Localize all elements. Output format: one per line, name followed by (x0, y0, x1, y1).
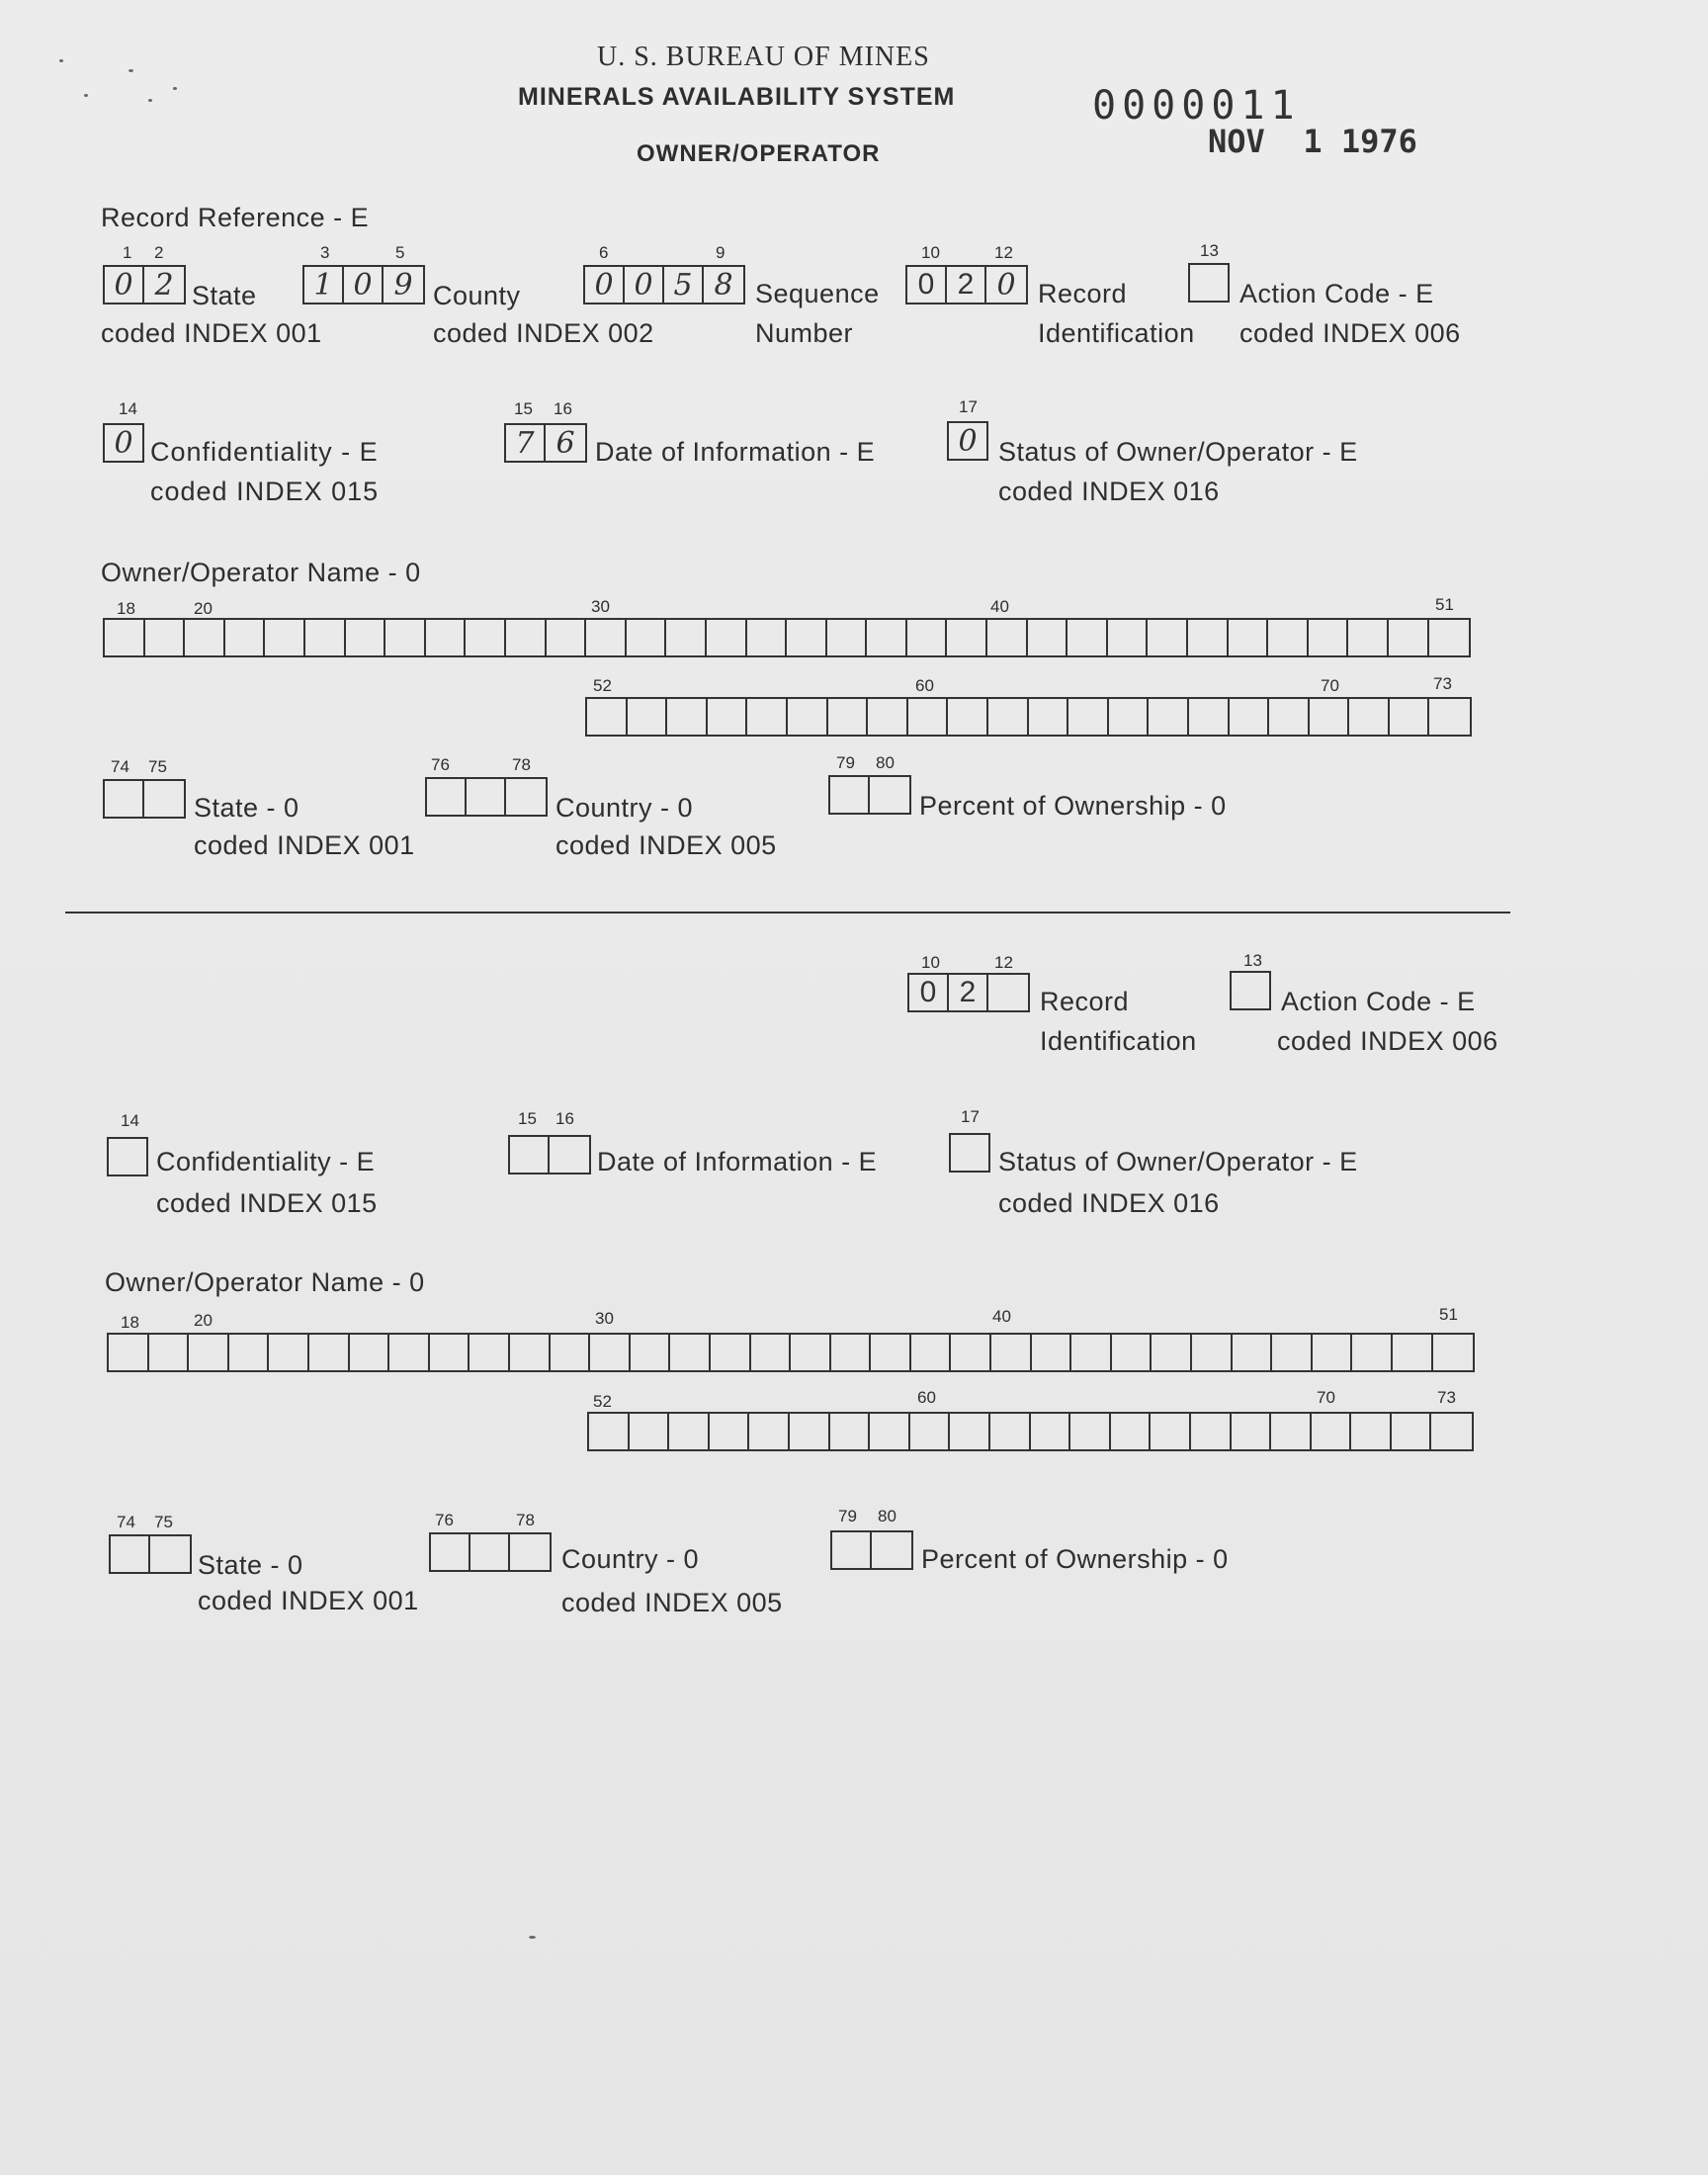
record-reference-label: Record Reference - E (101, 203, 370, 232)
state-0-label: State - 0 (194, 793, 299, 823)
name-char-cell[interactable] (788, 699, 828, 735)
col-number: 74 (117, 1513, 135, 1531)
col-number: 30 (591, 597, 610, 616)
country-0-cell[interactable] (467, 779, 506, 815)
percent-ownership-cell[interactable] (870, 777, 909, 813)
name-char-cell[interactable] (1031, 1414, 1071, 1449)
col-number: 52 (593, 676, 612, 695)
percent-ownership-0-label: Percent of Ownership - 0 (919, 791, 1227, 821)
name-char-cell[interactable] (426, 620, 467, 655)
sequence-cell[interactable]: 8 (714, 267, 733, 303)
action-code-cell[interactable] (1190, 265, 1228, 301)
date-of-information-boxes (504, 423, 587, 463)
county-code-cell[interactable]: 9 (393, 267, 413, 303)
record-id-cell[interactable]: 2 (949, 975, 988, 1010)
name-char-cell[interactable] (189, 1335, 229, 1370)
record-sub-label: Identification (1038, 318, 1195, 348)
state-code-cell[interactable]: 0 (105, 267, 144, 303)
col-number: 15 (514, 399, 533, 418)
name-char-cell[interactable] (309, 1335, 350, 1370)
col-number: 73 (1433, 674, 1452, 693)
record-label: Record (1038, 279, 1128, 308)
action-code-box (1188, 263, 1230, 303)
speck (173, 87, 177, 90)
col-number: 10 (921, 953, 940, 972)
col-number: 79 (838, 1507, 857, 1525)
col-number: 13 (1243, 951, 1262, 970)
name-char-cell[interactable] (628, 699, 668, 735)
owner-name-row1-boxes-2 (107, 1333, 1475, 1372)
date-cell[interactable]: 7 (506, 425, 546, 461)
col-number: 12 (994, 243, 1013, 262)
name-char-cell[interactable] (385, 620, 426, 655)
owner-name-row1-boxes (103, 618, 1471, 657)
date-cell[interactable]: 6 (555, 425, 575, 461)
name-char-cell[interactable] (711, 1335, 751, 1370)
col-number: 6 (599, 243, 609, 262)
name-char-cell[interactable] (790, 1414, 830, 1449)
state-label: State (192, 281, 257, 310)
name-char-cell[interactable] (185, 620, 225, 655)
col-number: 76 (435, 1511, 454, 1529)
owner-name-row2-boxes-2 (587, 1412, 1474, 1451)
country-0-label-2: Country - 0 (561, 1544, 700, 1574)
name-char-cell[interactable] (589, 1414, 630, 1449)
col-number: 2 (154, 243, 164, 262)
confidentiality-box-2 (107, 1137, 148, 1176)
name-char-cell[interactable] (1112, 1335, 1153, 1370)
status-index-label-2: coded INDEX 016 (998, 1188, 1220, 1218)
sequence-cell[interactable]: 0 (625, 267, 664, 303)
name-char-cell[interactable] (747, 620, 788, 655)
status-label: Status of Owner/Operator - E (998, 437, 1358, 467)
col-number: 18 (121, 1313, 139, 1332)
country-0-cell[interactable] (510, 1534, 550, 1570)
name-char-cell[interactable] (1393, 1335, 1433, 1370)
name-char-cell[interactable] (1389, 620, 1429, 655)
col-number: 51 (1439, 1305, 1458, 1324)
name-char-cell[interactable] (710, 1414, 750, 1449)
record-id-cell[interactable] (988, 975, 1028, 1010)
speck (84, 94, 88, 97)
col-number: 70 (1321, 676, 1339, 695)
country-0-label: Country - 0 (555, 793, 694, 823)
col-number: 40 (992, 1307, 1011, 1326)
confidentiality-cell[interactable]: 0 (114, 425, 133, 461)
col-number: 79 (836, 753, 855, 772)
confidentiality-index-label-2: coded INDEX 015 (156, 1188, 378, 1218)
col-number: 17 (959, 397, 978, 416)
state-0-boxes (103, 779, 186, 819)
name-char-cell[interactable] (1390, 699, 1430, 735)
state-0-cell[interactable] (150, 1536, 190, 1572)
county-label: County (433, 281, 521, 310)
record-id-cell[interactable]: 0 (907, 267, 947, 303)
name-char-cell[interactable] (470, 1335, 510, 1370)
col-number: 74 (111, 757, 129, 776)
name-char-cell[interactable] (590, 1335, 631, 1370)
state-0-cell[interactable] (111, 1536, 150, 1572)
name-char-cell[interactable] (547, 620, 587, 655)
name-char-cell[interactable] (787, 620, 827, 655)
name-char-cell[interactable] (830, 1414, 871, 1449)
confidentiality-box (103, 423, 144, 463)
name-char-cell[interactable] (389, 1335, 430, 1370)
name-char-cell[interactable] (109, 1335, 149, 1370)
country-0-index-label-2: coded INDEX 005 (561, 1588, 783, 1617)
name-char-cell[interactable] (265, 620, 305, 655)
record-id-boxes-2 (907, 973, 1030, 1012)
col-number: 14 (119, 399, 137, 418)
date-of-information-label-2: Date of Information - E (597, 1147, 878, 1176)
name-char-cell[interactable] (1351, 1414, 1392, 1449)
col-number: 12 (994, 953, 1013, 972)
record-id-cell[interactable]: 0 (996, 267, 1016, 303)
name-char-cell[interactable] (631, 1335, 671, 1370)
name-char-cell[interactable] (1269, 699, 1310, 735)
country-0-index-label: coded INDEX 005 (555, 830, 777, 860)
date-of-information-boxes-2 (508, 1135, 591, 1174)
name-char-cell[interactable] (630, 1414, 670, 1449)
name-char-cell[interactable] (586, 620, 627, 655)
country-0-boxes (425, 777, 548, 817)
col-number: 78 (516, 1511, 535, 1529)
name-char-cell[interactable] (506, 620, 547, 655)
speck (128, 69, 133, 72)
name-char-cell[interactable] (867, 620, 907, 655)
name-char-cell[interactable] (1268, 620, 1309, 655)
action-code-box-2 (1230, 971, 1271, 1010)
name-char-cell[interactable] (1229, 620, 1269, 655)
name-char-cell[interactable] (1029, 699, 1069, 735)
confidentiality-label: Confidentiality - E (150, 437, 379, 467)
name-char-cell[interactable] (225, 620, 266, 655)
sequence-number-boxes (583, 265, 745, 304)
name-char-cell[interactable] (1070, 1414, 1111, 1449)
state-index-label: coded INDEX 001 (101, 318, 322, 348)
country-0-cell[interactable] (470, 1534, 510, 1570)
col-number: 10 (921, 243, 940, 262)
col-number: 9 (716, 243, 726, 262)
county-code-cell[interactable]: 1 (304, 267, 344, 303)
col-number: 80 (876, 753, 895, 772)
name-char-cell[interactable] (430, 1335, 470, 1370)
name-char-cell[interactable] (1429, 620, 1470, 655)
sequence-label: Sequence (755, 279, 880, 308)
owner-name-row2-boxes (585, 697, 1472, 737)
name-char-cell[interactable] (950, 1414, 990, 1449)
col-number: 14 (121, 1111, 139, 1130)
name-char-cell[interactable] (1348, 620, 1389, 655)
speck (59, 59, 63, 62)
name-char-cell[interactable] (947, 620, 987, 655)
name-char-cell[interactable] (990, 1414, 1031, 1449)
col-number: 30 (595, 1309, 614, 1328)
col-number: 17 (961, 1107, 980, 1126)
name-char-cell[interactable] (1352, 1335, 1393, 1370)
name-char-cell[interactable] (1392, 1414, 1432, 1449)
speck (529, 1936, 536, 1939)
name-char-cell[interactable] (1111, 1414, 1152, 1449)
state-code-boxes (103, 265, 186, 304)
col-number: 76 (431, 755, 450, 774)
status-box-2 (949, 1133, 990, 1173)
name-char-cell[interactable] (871, 1335, 911, 1370)
name-char-cell[interactable] (948, 699, 988, 735)
name-char-cell[interactable] (831, 1335, 872, 1370)
col-number: 60 (915, 676, 934, 695)
section-divider (65, 912, 1510, 914)
col-number: 18 (117, 599, 135, 618)
name-char-cell[interactable] (229, 1335, 270, 1370)
name-char-cell[interactable] (828, 699, 869, 735)
name-char-cell[interactable] (1232, 1414, 1272, 1449)
status-index-label: coded INDEX 016 (998, 477, 1220, 506)
confidentiality-index-label: coded INDEX 015 (150, 477, 380, 506)
state-0-boxes-2 (109, 1534, 192, 1574)
agency-title: U. S. BUREAU OF MINES (597, 42, 930, 72)
date-stamp: NOV 1 1976 (1208, 123, 1417, 160)
name-char-cell[interactable] (1071, 1335, 1112, 1370)
country-0-cell[interactable] (427, 779, 467, 815)
name-char-cell[interactable] (749, 1414, 790, 1449)
name-char-cell[interactable] (1108, 620, 1149, 655)
col-number: 1 (123, 243, 132, 262)
date-of-information-label: Date of Information - E (595, 437, 876, 467)
name-char-cell[interactable] (346, 620, 386, 655)
status-box (947, 421, 988, 461)
name-char-cell[interactable] (1032, 1335, 1072, 1370)
name-char-cell[interactable] (991, 1335, 1032, 1370)
percent-ownership-0-boxes (828, 775, 911, 815)
name-char-cell[interactable] (708, 699, 748, 735)
col-number: 16 (554, 399, 572, 418)
action-code-cell[interactable] (1232, 973, 1269, 1008)
col-number: 75 (154, 1513, 173, 1531)
record-id-cell[interactable]: 2 (947, 267, 986, 303)
action-code-label-2: Action Code - E (1281, 987, 1476, 1016)
name-char-cell[interactable] (145, 620, 186, 655)
name-char-cell[interactable] (587, 699, 628, 735)
name-char-cell[interactable] (466, 620, 506, 655)
col-number: 70 (1317, 1388, 1335, 1407)
name-char-cell[interactable] (1429, 699, 1470, 735)
col-number: 75 (148, 757, 167, 776)
state-0-cell[interactable] (144, 781, 184, 817)
name-char-cell[interactable] (1192, 1335, 1233, 1370)
country-0-boxes-2 (429, 1532, 552, 1572)
name-char-cell[interactable] (707, 620, 747, 655)
county-index-label: coded INDEX 002 (433, 318, 654, 348)
col-number: 40 (990, 597, 1009, 616)
speck (148, 99, 152, 102)
name-char-cell[interactable] (1152, 1335, 1192, 1370)
col-number: 73 (1437, 1388, 1456, 1407)
state-0-label-2: State - 0 (198, 1550, 303, 1580)
col-number: 13 (1200, 241, 1219, 260)
form-title: OWNER/OPERATOR (637, 140, 881, 167)
status-label-2: Status of Owner/Operator - E (998, 1147, 1358, 1176)
percent-ownership-cell[interactable] (830, 777, 870, 813)
name-char-cell[interactable] (1309, 620, 1349, 655)
record-label-2: Record (1040, 987, 1130, 1016)
name-char-cell[interactable] (911, 1335, 952, 1370)
date-cell[interactable] (550, 1137, 589, 1173)
percent-ownership-0-label-2: Percent of Ownership - 0 (921, 1544, 1229, 1574)
date-cell[interactable] (510, 1137, 550, 1173)
name-char-cell[interactable] (105, 620, 145, 655)
name-char-cell[interactable] (1312, 1414, 1352, 1449)
name-char-cell[interactable] (667, 699, 708, 735)
percent-ownership-cell[interactable] (832, 1532, 872, 1568)
name-char-cell[interactable] (1068, 620, 1108, 655)
state-code-cell[interactable]: 2 (154, 267, 174, 303)
name-char-cell[interactable] (627, 620, 667, 655)
record-id-cell[interactable]: 0 (909, 975, 949, 1010)
status-cell[interactable] (951, 1135, 988, 1171)
name-char-cell[interactable] (907, 620, 948, 655)
name-char-cell[interactable] (988, 699, 1029, 735)
sequence-cell[interactable]: 0 (585, 267, 625, 303)
name-char-cell[interactable] (1151, 1414, 1191, 1449)
state-0-cell[interactable] (105, 781, 144, 817)
name-char-cell[interactable] (827, 620, 868, 655)
status-cell[interactable]: 0 (958, 423, 978, 459)
col-number: 78 (512, 755, 531, 774)
name-char-cell[interactable] (551, 1335, 591, 1370)
country-0-cell[interactable] (431, 1534, 470, 1570)
name-char-cell[interactable] (1148, 620, 1188, 655)
name-char-cell[interactable] (908, 699, 949, 735)
name-char-cell[interactable] (951, 1335, 991, 1370)
name-char-cell[interactable] (791, 1335, 831, 1370)
county-code-cell[interactable]: 0 (344, 267, 384, 303)
state-0-index-label: coded INDEX 001 (194, 830, 415, 860)
name-char-cell[interactable] (1028, 620, 1068, 655)
col-number: 3 (320, 243, 330, 262)
name-char-cell[interactable] (1149, 699, 1189, 735)
county-code-boxes (302, 265, 425, 304)
action-code-label: Action Code - E (1239, 279, 1434, 308)
col-number: 60 (917, 1388, 936, 1407)
col-number: 5 (395, 243, 405, 262)
name-char-cell[interactable] (1109, 699, 1150, 735)
name-char-cell[interactable] (1233, 1335, 1273, 1370)
system-title: MINERALS AVAILABILITY SYSTEM (518, 83, 956, 111)
name-char-cell[interactable] (1433, 1335, 1474, 1370)
sequence-sub-label: Number (755, 318, 854, 348)
name-char-cell[interactable] (868, 699, 908, 735)
col-number: 52 (593, 1392, 612, 1411)
owner-operator-name-label: Owner/Operator Name - 0 (101, 558, 421, 587)
name-char-cell[interactable] (1271, 1414, 1312, 1449)
name-char-cell[interactable] (910, 1414, 951, 1449)
name-char-cell[interactable] (1189, 699, 1230, 735)
name-char-cell[interactable] (1068, 699, 1109, 735)
name-char-cell[interactable] (1272, 1335, 1313, 1370)
col-number: 20 (194, 599, 213, 618)
name-char-cell[interactable] (1191, 1414, 1232, 1449)
sequence-cell[interactable]: 5 (664, 267, 704, 303)
name-char-cell[interactable] (747, 699, 788, 735)
name-char-cell[interactable] (1230, 699, 1270, 735)
name-char-cell[interactable] (1349, 699, 1390, 735)
name-char-cell[interactable] (1313, 1335, 1353, 1370)
col-number: 16 (555, 1109, 574, 1128)
confidentiality-label-2: Confidentiality - E (156, 1147, 376, 1176)
name-char-cell[interactable] (669, 1414, 710, 1449)
owner-operator-name-label-2: Owner/Operator Name - 0 (105, 1267, 425, 1297)
name-char-cell[interactable] (1188, 620, 1229, 655)
name-char-cell[interactable] (1310, 699, 1350, 735)
record-id-boxes (905, 265, 1028, 304)
name-char-cell[interactable] (870, 1414, 910, 1449)
record-sub-label-2: Identification (1040, 1026, 1197, 1056)
col-number: 51 (1435, 595, 1454, 614)
confidentiality-cell[interactable] (109, 1139, 146, 1174)
percent-ownership-0-boxes-2 (830, 1530, 913, 1570)
action-code-index-label-2: coded INDEX 006 (1277, 1026, 1498, 1056)
document-number: 0000011 (1092, 83, 1301, 129)
col-number: 15 (518, 1109, 537, 1128)
action-code-index-label: coded INDEX 006 (1239, 318, 1461, 348)
name-char-cell[interactable] (305, 620, 346, 655)
name-char-cell[interactable] (149, 1335, 190, 1370)
name-char-cell[interactable] (666, 620, 707, 655)
country-0-cell[interactable] (506, 779, 546, 815)
col-number: 20 (194, 1311, 213, 1330)
name-char-cell[interactable] (751, 1335, 792, 1370)
percent-ownership-cell[interactable] (872, 1532, 911, 1568)
name-char-cell[interactable] (670, 1335, 711, 1370)
name-char-cell[interactable] (1431, 1414, 1472, 1449)
col-number: 80 (878, 1507, 897, 1525)
name-char-cell[interactable] (510, 1335, 551, 1370)
name-char-cell[interactable] (350, 1335, 390, 1370)
name-char-cell[interactable] (269, 1335, 309, 1370)
name-char-cell[interactable] (987, 620, 1028, 655)
state-0-index-label-2: coded INDEX 001 (198, 1586, 419, 1615)
